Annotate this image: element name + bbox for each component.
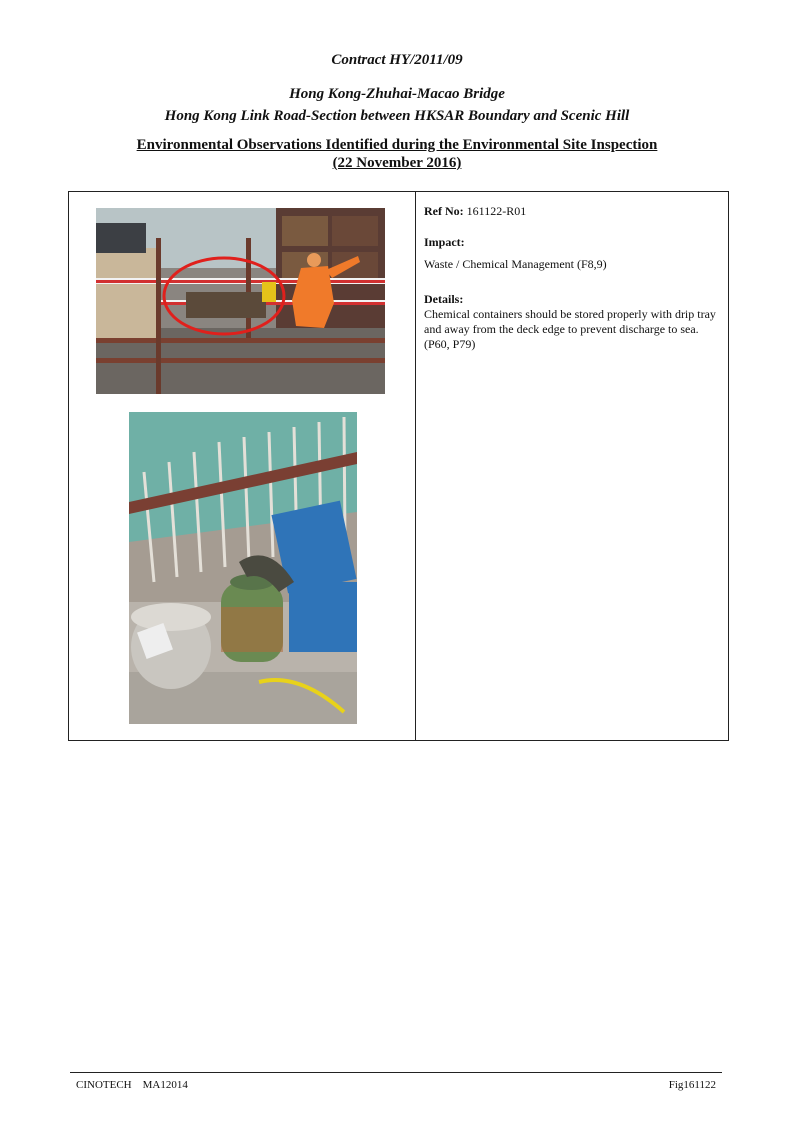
project-title-line2: Hong Kong Link Road-Section between HKSAR Boundary and Scenic Hill: [164, 108, 630, 124]
impact-value: Waste / Chemical Management (F8,9): [424, 257, 607, 271]
details-label: Details:: [424, 292, 464, 306]
site-photo-2: [129, 412, 357, 724]
column-divider: [415, 192, 416, 740]
footer-figure-number: Fig161122: [668, 1079, 716, 1091]
site-photo-1: [96, 208, 385, 394]
observation-details: [424, 204, 720, 368]
footer-rule: [70, 1072, 722, 1073]
details-section: [424, 292, 720, 352]
report-title: Environmental Observations Identified during the Environmental Site Inspection: [136, 137, 658, 153]
details-value: Chemical containers should be stored properly with drip tray and away from the deck edge to prevent discharge to sea. (P60, P79): [424, 307, 716, 351]
observation-table: [68, 191, 729, 741]
contract-number: Contract HY/2011/09: [331, 52, 463, 68]
ref-value: 161122-R01: [466, 204, 527, 218]
reference-section: [424, 204, 720, 219]
ref-label: Ref No:: [424, 204, 464, 218]
impact-label: Impact:: [424, 235, 465, 249]
project-title-line1: Hong Kong-Zhuhai-Macao Bridge: [289, 86, 505, 102]
impact-section: [424, 235, 720, 272]
report-date: (22 November 2016): [332, 155, 462, 171]
footer-company: CINOTECH MA12014: [76, 1079, 188, 1091]
